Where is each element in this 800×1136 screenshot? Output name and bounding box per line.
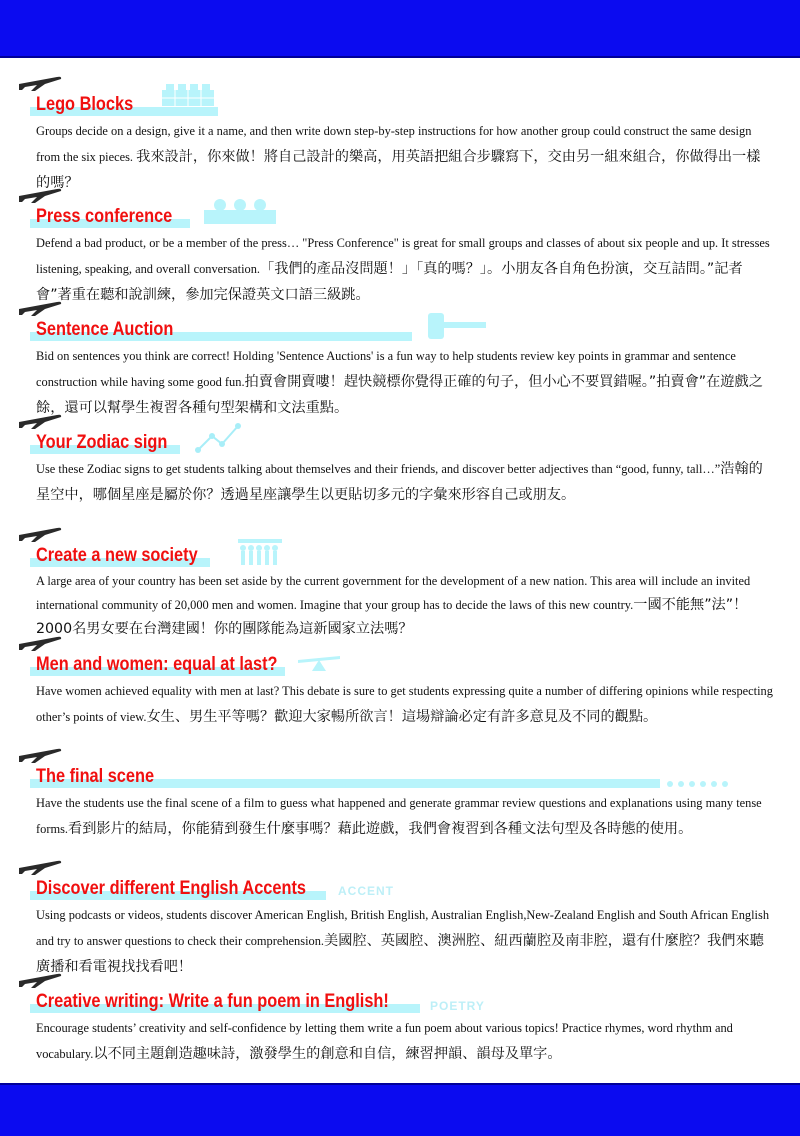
section-title: Creative writing: Write a fun poem in English! [36,991,389,1012]
balance-scale-icon [296,654,342,672]
section-description: Have women achieved equality with men at last? This debate is sure to get students expressing quite a number of differing opinions while respecting other’s points of view.女生、男生平等嗎？歡迎大家暢所欲言！這場辯論必定有許多意見及不同的觀點。 [36,684,773,725]
section-title: Men and women: equal at last? [36,654,278,675]
section-title: Create a new society [36,545,198,566]
section-english-accents [0,872,800,980]
section-description: Have the students use the final scene of a film to guess what happened and generate grammar review questions and explanations using many tense forms.看到影片的結局，你能猜到發生什麼事嗎？藉此遊戲，我們會複習到各種文法句型及各時態的使用。 [36,796,762,837]
section-title: Press conference [36,206,173,227]
film-dots-icon [666,780,730,788]
section-lego-blocks [0,88,800,196]
section-title: The final scene [36,766,155,787]
section-description: Encourage students’ creativity and self-confidence by letting them write a fun poem about various topics! Practice rhymes, word rhythm and vocabulary.以不同主題創造趣味詩，激發學生的創意和自信，練習押韻、韻母及單字。 [36,1021,733,1062]
section-description: Groups decide on a design, give it a name, and then write down step-by-step instructions for how another group could construct the same design from the six pieces. 我來設計，你來做！將自己設計的樂高，用英語把組合步驟寫下，交由另一組來組合，你做得出一樣的嗎？ [36,124,761,191]
section-title: Sentence Auction [36,319,174,340]
accent-tag: ACCENT [338,884,394,898]
section-description: Bid on sentences you think are correct! Holding 'Sentence Auctions' is a fun way to help students review key points in grammar and sentence construction while having some good fun.拍賣會開賣嘍！趕快競標你覺得正確的句子，但小心不要買錯喔。”拍賣會”在遊戲之餘，還可以幫學生複習各種句型架構和文法重點。 [36,349,763,416]
section-press-conference [0,200,800,308]
microphone-dots-icon [204,198,276,226]
poetry-tag: POETRY [430,999,485,1013]
people-icon [238,537,282,567]
section-creative-writing [0,985,800,1067]
gavel-icon [422,311,488,343]
section-description: Defend a bad product, or be a member of the press… "Press Conference" is great for small groups and classes of about six people and up. It stresses listening, speaking, and overall conversation.「我們的產品沒問題！」「真的嗎？」。小朋友各自角色扮演，交互詰問。”記者會”著重在聽和說訓練，參加完保證英文口語三級跳。 [36,236,770,303]
lego-icon [160,82,216,108]
section-description: Using podcasts or videos, students discover American English, British English, Australian English,New-Zealand English and South African English and try to answer questions to check their comprehension.美國腔、英國腔、澳洲腔、紐西蘭腔及南非腔，還有什麼腔？我們來聽廣播和看電視找找看吧！ [36,908,770,975]
section-description: A large area of your country has been set aside by the current government for the development of a new nation. This area will include an invited international community of 20,000 men and women. Imagine that your group has to decide the laws of this new country.一國不能無”法”！2000名男女要在台灣建國！你的團隊能為這新國家立法嗎？ [36,574,751,637]
section-title: Lego Blocks [36,94,134,115]
section-title: Your Zodiac sign [36,432,168,453]
section-final-scene [0,760,800,842]
section-description: Use these Zodiac signs to get students talking about themselves and their friends, and discover better adjectives than “good, funny, tall…”浩翰的星空中，哪個星座是屬於你？透過星座讓學生以更貼切多元的字彙來形容自己或朋友。 [36,461,763,503]
section-sentence-auction [0,313,800,421]
section-title: Discover different English Accents [36,878,306,899]
section-new-society [0,539,800,641]
section-men-women-equal [0,648,800,730]
constellation-icon [194,420,246,454]
bottom-banner [0,1083,800,1136]
section-zodiac-sign [0,426,800,508]
top-banner [0,0,800,58]
